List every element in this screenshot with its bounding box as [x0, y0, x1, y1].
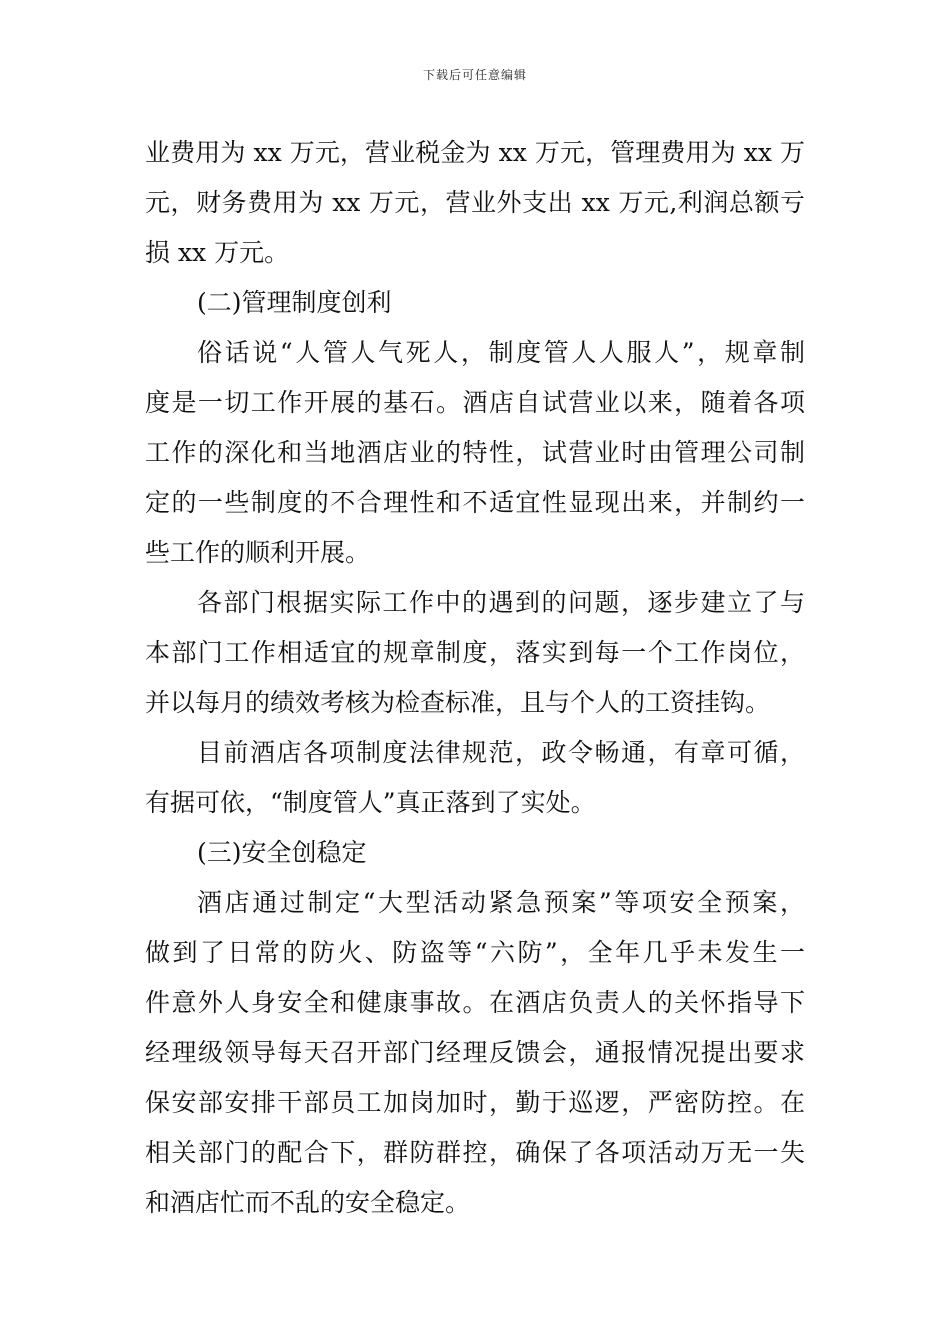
text-line: 做到了日常的防火、防盗等“六防”，全年几乎未发生一 — [145, 938, 805, 967]
text-line: 有据可依，“制度管人”真正落到了实处。 — [145, 788, 596, 817]
text-line: 元，财务费用为 xx 万元，营业外支出 xx 万元,利润总额亏 — [145, 188, 805, 217]
text-line: 经理级领导每天召开部门经理反馈会，通报情况提出要求 — [145, 1038, 805, 1067]
section-heading: (三)安全创稳定 — [197, 838, 367, 867]
text-line: 些工作的顺利开展。 — [145, 538, 371, 567]
text-line: 并以每月的绩效考核为检查标准，且与个人的工资挂钩。 — [145, 688, 771, 717]
text-line: 相关部门的配合下，群防群控，确保了各项活动万无一失 — [145, 1138, 805, 1167]
page-header-note: 下载后可任意编辑 — [422, 68, 527, 82]
text-line: 件意外人身安全和健康事故。在酒店负责人的关怀指导下 — [145, 988, 805, 1017]
text-line: 目前酒店各项制度法律规范，政令畅通，有章可循， — [197, 738, 805, 767]
text-line: 酒店通过制定“大型活动紧急预案”等项安全预案， — [197, 888, 805, 917]
text-line: 定的一些制度的不合理性和不适宜性显现出来，并制约一 — [145, 488, 805, 517]
text-line: 度是一切工作开展的基石。酒店自试营业以来，随着各项 — [145, 388, 805, 417]
text-line: 各部门根据实际工作中的遇到的问题，逐步建立了与 — [197, 588, 805, 617]
text-line: 工作的深化和当地酒店业的特性，试营业时由管理公司制 — [145, 438, 805, 467]
text-line: 本部门工作相适宜的规章制度，落实到每一个工作岗位， — [145, 638, 805, 667]
section-heading: (二)管理制度创利 — [197, 288, 392, 317]
text-line: 俗话说“人管人气死人，制度管人人服人”，规章制 — [197, 338, 805, 367]
text-line: 和酒店忙而不乱的安全稳定。 — [145, 1188, 471, 1217]
text-line: 保安部安排干部员工加岗加时，勤于巡逻，严密防控。在 — [145, 1088, 805, 1117]
text-line: 损 xx 万元。 — [145, 238, 290, 267]
document-body — [145, 128, 805, 1228]
text-line: 业费用为 xx 万元，营业税金为 xx 万元，管理费用为 xx 万 — [145, 138, 805, 167]
